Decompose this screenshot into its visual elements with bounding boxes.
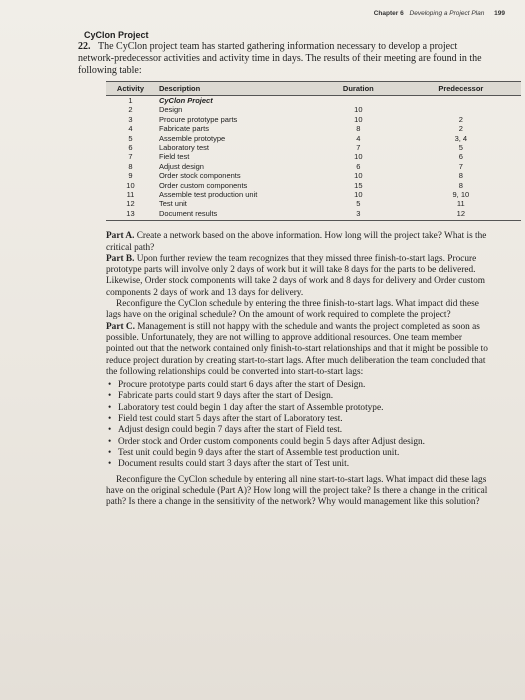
list-item: • Order stock and Order custom components could begin 5 days after Adjust design. [106, 437, 489, 448]
table-row [106, 115, 521, 124]
list-item: • Procure prototype parts could start 6 days after the start of Design. [106, 380, 489, 391]
table-row [106, 105, 521, 114]
cell-activity: 5 [128, 133, 133, 143]
list-item: • Laboratory test could begin 1 day after the start of Assemble prototype. [106, 403, 489, 414]
part-b-label: Part B. [106, 253, 135, 264]
table-body [106, 96, 521, 221]
cell-predecessor: 8 [458, 171, 463, 181]
problem-number: 22. [78, 41, 91, 52]
cell-duration [316, 96, 401, 106]
cell-description: Order stock components [158, 171, 241, 181]
cell-duration: 10 [354, 105, 363, 115]
list-item: • Document results could start 3 days after the start of Test unit. [106, 459, 489, 470]
part-b-followup: Reconfigure the CyClon schedule by entering the three finish-to-start lags. What impact did these lags have on the original schedule? On the amount of work required to complete the project? [106, 299, 479, 321]
table-row [106, 181, 521, 190]
list-item: • Fabricate parts could start 9 days after the start of Design. [106, 391, 489, 402]
cell-duration: 5 [356, 199, 361, 209]
running-head [374, 10, 505, 17]
cell-activity: 12 [126, 199, 135, 209]
cell-duration: 10 [354, 190, 363, 200]
start-to-start-list [106, 380, 489, 470]
table-row [106, 190, 521, 199]
header-duration: Duration [316, 82, 401, 96]
cell-predecessor: 8 [458, 180, 463, 190]
cell-description: Laboratory test [158, 143, 209, 153]
table-row [106, 134, 521, 143]
page-number: 199 [494, 10, 505, 17]
cell-description: Assemble test production unit [158, 190, 258, 200]
chapter-title: Developing a Project Plan [409, 10, 485, 17]
part-b-text: Upon further review the team recognizes that they missed three finish-to-start lags. Procure prototype parts will involve only 2 days of work but it will take 8 days for the parts to be delivered. Likewise, Order stock components will take 2 days of work and 8 days for delivery and Order custom components 2 days of work and 13 days for delivery. [106, 253, 486, 298]
cell-activity: 9 [128, 171, 133, 181]
table-row [106, 124, 521, 133]
table-row [106, 199, 521, 208]
cell-predecessor: 9, 10 [452, 190, 470, 200]
part-a [106, 231, 489, 254]
cell-activity: 4 [128, 124, 133, 134]
chapter-label: Chapter 6 [373, 10, 404, 17]
cell-description: Design [158, 105, 183, 115]
cell-activity: 13 [106, 209, 155, 221]
problem-text: The CyClon project team has started gathering information necessary to develop a project network-predecessor activities and activity time in days. The results of their meeting are found in the following table: [78, 41, 482, 76]
cell-predecessor: 7 [458, 161, 463, 171]
cell-activity: 3 [128, 114, 133, 124]
cell-duration: 15 [354, 180, 363, 190]
cell-description: Test unit [158, 199, 187, 209]
cell-description: Assemble prototype [158, 133, 226, 143]
list-item: • Field test could start 5 days after the start of Laboratory test. [106, 414, 489, 425]
section-heading: CyClon Project [84, 30, 149, 40]
cell-predecessor: 2 [458, 114, 463, 124]
table-row [106, 96, 521, 106]
cell-predecessor: 5 [458, 143, 463, 153]
cell-activity: 8 [128, 161, 133, 171]
part-a-text: Create a network based on the above information. How long will the project take? What is the critical path? [106, 231, 487, 253]
cell-duration: 6 [356, 161, 361, 171]
table-row [106, 143, 521, 152]
activity-table [106, 81, 521, 221]
header-description: Description [155, 82, 316, 96]
table-row [106, 162, 521, 171]
cell-duration: 10 [354, 171, 363, 181]
list-item: • Test unit could begin 9 days after the start of Assemble test production unit. [106, 448, 489, 459]
cell-predecessor: 2 [458, 124, 463, 134]
cell-predecessor: 11 [456, 199, 465, 209]
cell-description: Procure prototype parts [158, 114, 238, 124]
cell-description: Field test [158, 152, 190, 162]
table-header-row [106, 82, 521, 96]
cell-activity: 10 [126, 180, 135, 190]
cell-description: Fabricate parts [158, 124, 209, 134]
cell-duration: 8 [356, 124, 361, 134]
cell-activity: 1 [128, 96, 133, 105]
part-c-closing: Reconfigure the CyClon schedule by entering all nine start-to-start lags. What impact did these lags have on the original schedule (Part A)? How long will the project take? Is there a change in the critical path? Is there a change in the sensitivity of the network? Why would management like this solution? [106, 474, 488, 508]
part-c-label: Part C. [106, 321, 135, 332]
cell-description: Document results [155, 209, 316, 221]
cell-duration: 3 [316, 209, 401, 221]
exercise-parts [106, 231, 489, 508]
part-b [106, 254, 489, 299]
cell-activity: 7 [128, 152, 133, 162]
part-c [106, 322, 489, 378]
problem-statement [78, 41, 489, 77]
table-row [106, 152, 521, 161]
header-predecessor: Predecessor [401, 82, 521, 96]
cell-predecessor: 6 [458, 152, 463, 162]
cell-duration: 7 [356, 143, 361, 153]
part-a-label: Part A. [106, 231, 135, 242]
header-activity: Activity [106, 82, 155, 96]
cell-duration: 10 [354, 114, 363, 124]
cell-duration: 10 [354, 152, 363, 162]
cell-predecessor: 12 [401, 209, 521, 221]
table-row [106, 171, 521, 180]
cell-description: CyClon Project [158, 96, 213, 105]
cell-activity: 11 [126, 190, 135, 200]
cell-predecessor: 3, 4 [454, 133, 468, 143]
list-item: • Adjust design could begin 7 days after the start of Field test. [106, 425, 489, 436]
cell-description: Adjust design [158, 161, 204, 171]
cell-activity: 2 [128, 105, 133, 115]
table-row [106, 209, 521, 221]
cell-predecessor [401, 105, 521, 114]
cell-activity: 6 [128, 143, 133, 153]
part-c-text: Management is still not happy with the schedule and wants the project completed as soon as possible. Unfortunately, they are not willing to approve additional resources. One team member pointed out that the network contained only finish-to-start relationships and that it might be possible to reduce project duration by creating start-to-start lags. After much deliberation the team concluded that the following relationships could be converted into start-to-start lags: [106, 321, 488, 377]
cell-predecessor [401, 96, 521, 106]
cell-description: Order custom components [158, 180, 248, 190]
cell-duration: 4 [356, 133, 361, 143]
